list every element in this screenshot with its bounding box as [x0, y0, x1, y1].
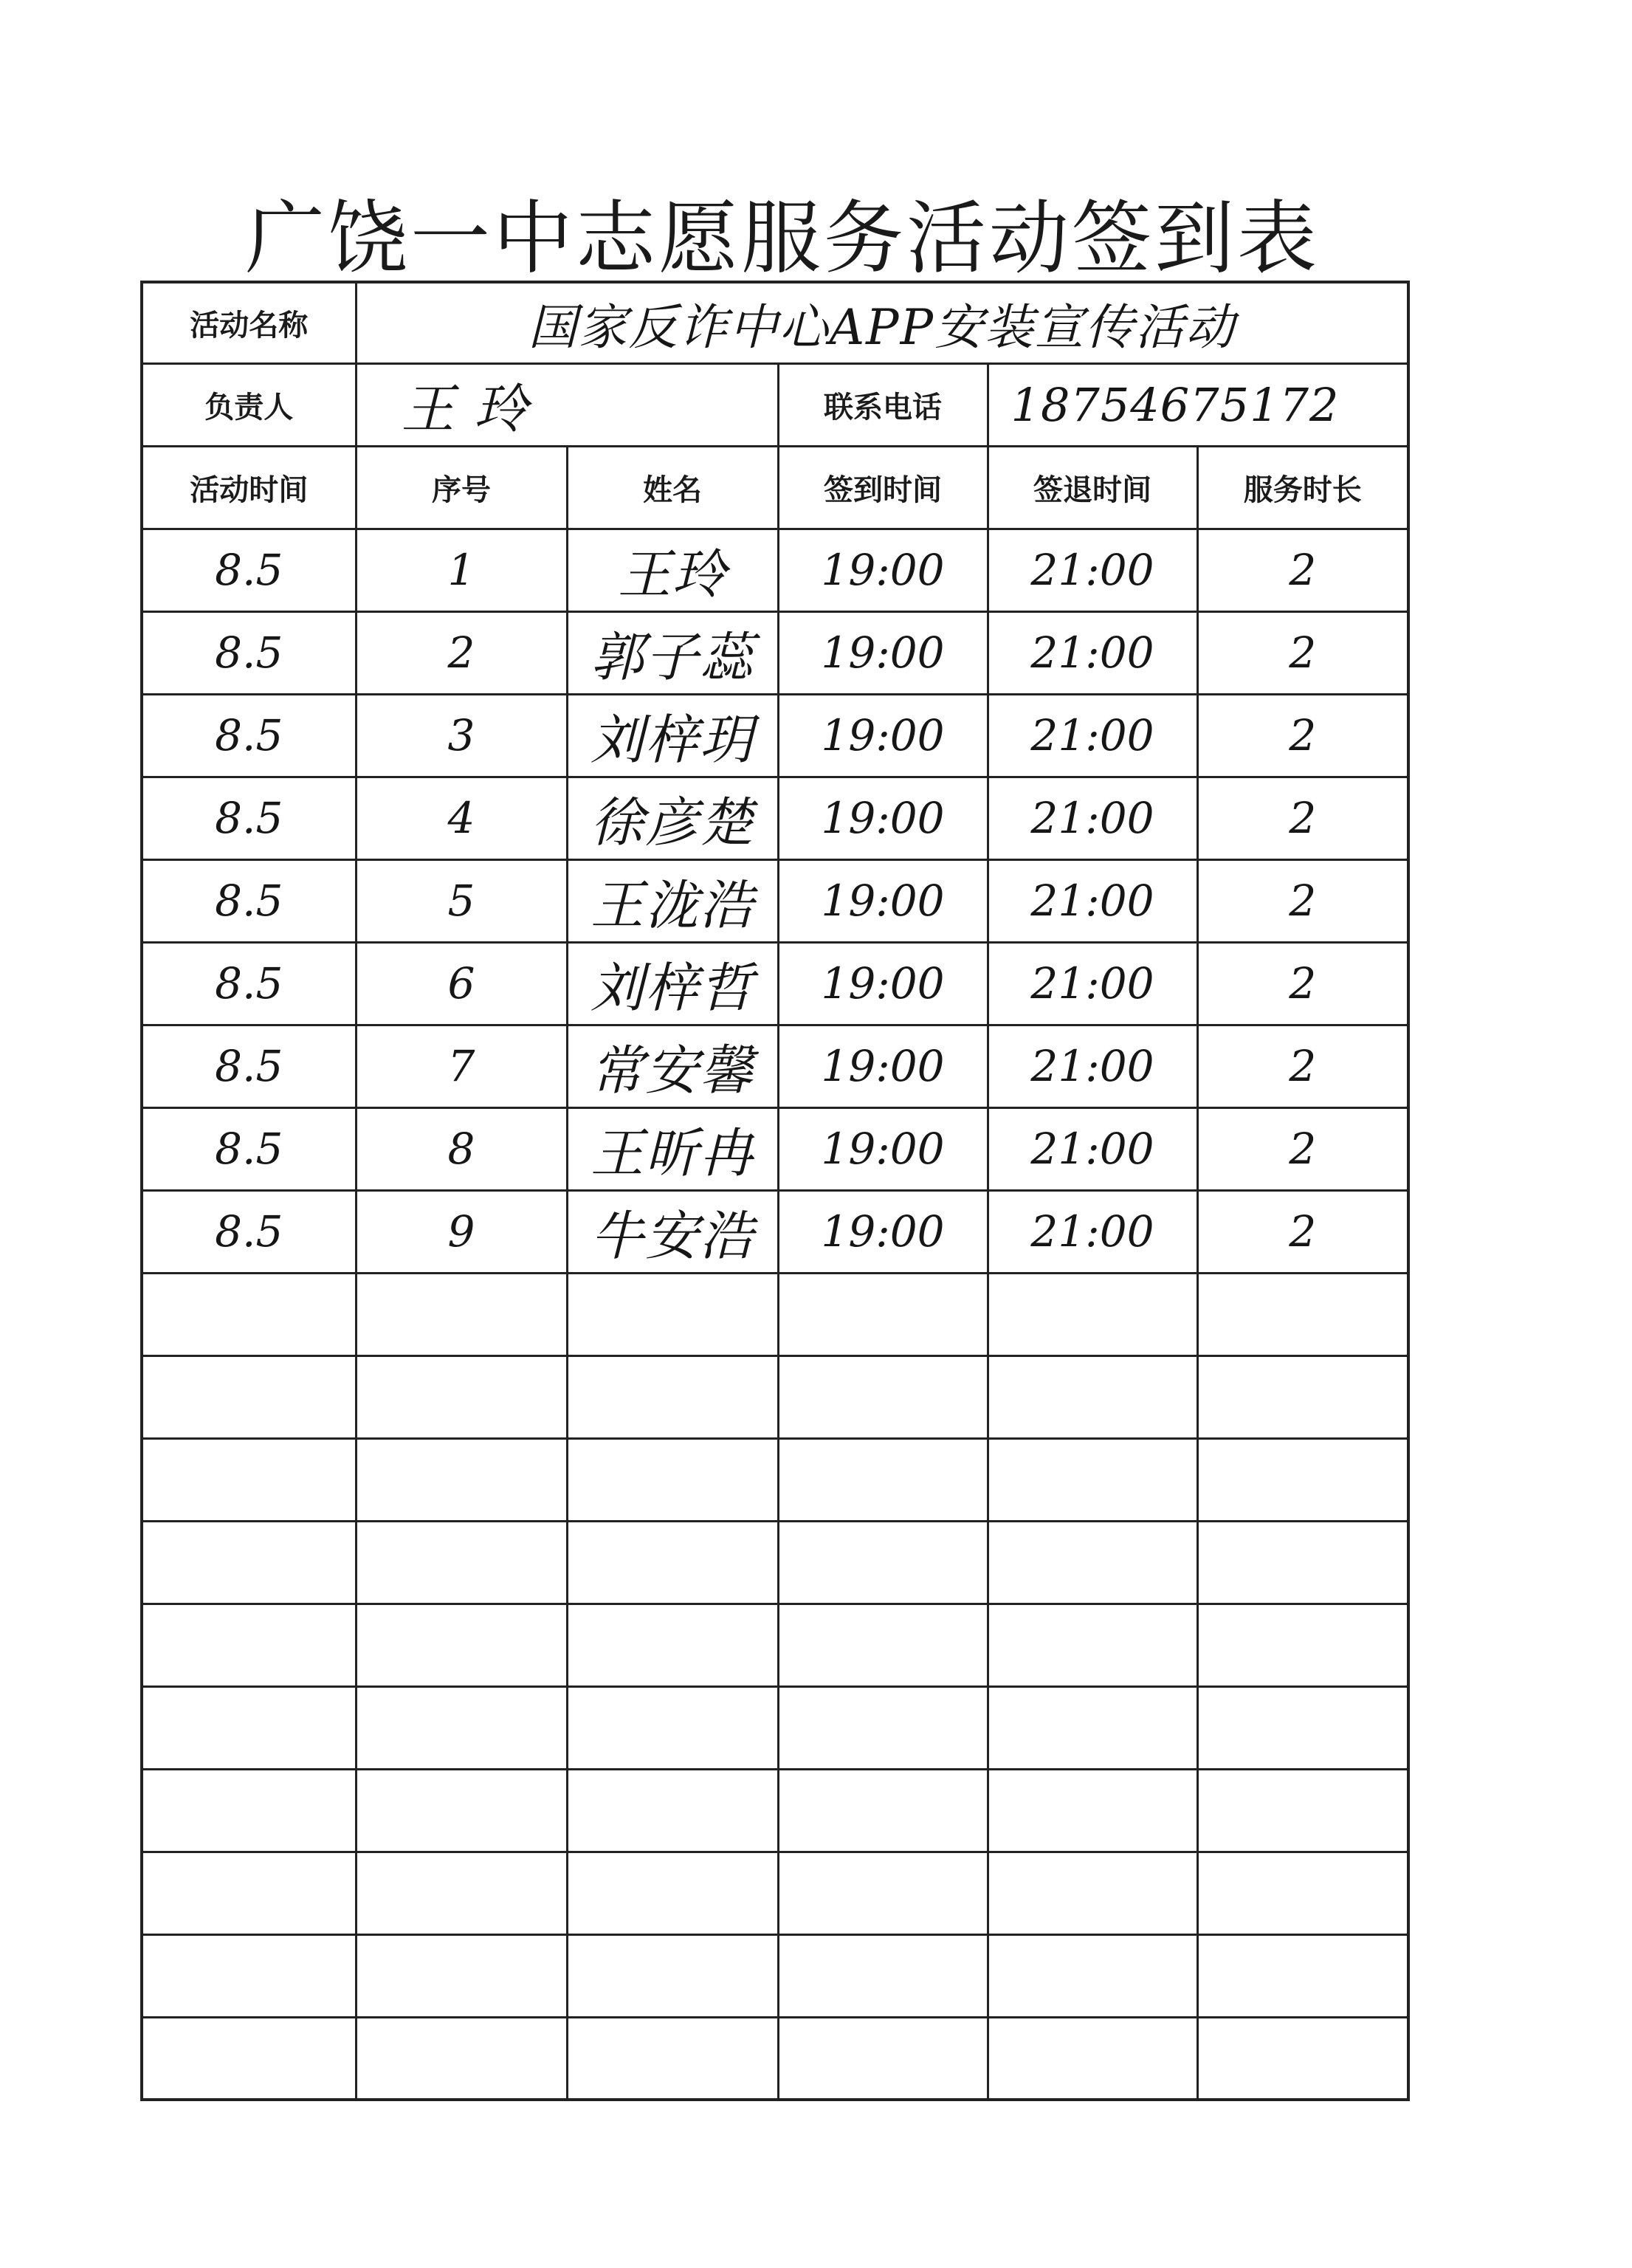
duration-cell[interactable] — [1197, 1852, 1408, 1934]
sign-in-cell[interactable] — [778, 1521, 988, 1604]
header-seq: 序号 — [356, 446, 567, 529]
table-row — [142, 1769, 1408, 1852]
header-name: 姓名 — [567, 446, 778, 529]
date-cell[interactable] — [142, 1273, 356, 1355]
sign-in-cell[interactable]: 19:00 — [778, 694, 988, 777]
sign-in-cell[interactable]: 19:00 — [778, 1025, 988, 1107]
sign-in-cell[interactable] — [778, 1769, 988, 1852]
seq-cell[interactable]: 4 — [356, 777, 567, 859]
seq-cell[interactable] — [356, 1686, 567, 1769]
sign-in-cell[interactable] — [778, 2017, 988, 2100]
date-cell[interactable]: 8.5 — [142, 777, 356, 859]
table-row — [142, 611, 1408, 694]
leader-row — [142, 363, 1408, 446]
sign-in-cell[interactable] — [778, 1852, 988, 1934]
name-cell[interactable] — [567, 1852, 778, 1934]
name-cell[interactable] — [567, 1934, 778, 2017]
duration-cell[interactable] — [1197, 1438, 1408, 1521]
duration-cell[interactable] — [1197, 2017, 1408, 2100]
seq-cell[interactable]: 6 — [356, 942, 567, 1025]
date-cell[interactable] — [142, 2017, 356, 2100]
sign-out-cell[interactable] — [988, 1438, 1197, 1521]
duration-cell[interactable]: 2 — [1197, 694, 1408, 777]
table-row — [142, 1934, 1408, 2017]
sign-out-cell[interactable] — [988, 1355, 1197, 1438]
contact-phone-label: 联系电话 — [778, 363, 988, 446]
sign-in-cell[interactable]: 19:00 — [778, 1190, 988, 1273]
sign-in-cell[interactable] — [778, 1273, 988, 1355]
duration-cell[interactable] — [1197, 1355, 1408, 1438]
seq-cell[interactable] — [356, 2017, 567, 2100]
seq-cell[interactable] — [356, 1438, 567, 1521]
date-cell[interactable]: 8.5 — [142, 529, 356, 611]
name-cell[interactable]: 刘梓哲 — [567, 942, 778, 1025]
sign-in-cell[interactable]: 19:00 — [778, 777, 988, 859]
sign-out-cell[interactable] — [988, 1521, 1197, 1604]
seq-cell[interactable] — [356, 1852, 567, 1934]
table-row — [142, 1025, 1408, 1107]
table-row — [142, 859, 1408, 942]
leader-label: 负责人 — [142, 363, 356, 446]
name-cell[interactable] — [567, 1521, 778, 1604]
name-cell[interactable]: 刘梓玥 — [567, 694, 778, 777]
sign-out-cell[interactable] — [988, 1273, 1197, 1355]
duration-cell[interactable]: 2 — [1197, 1107, 1408, 1190]
duration-cell[interactable]: 2 — [1197, 1025, 1408, 1107]
duration-cell[interactable]: 2 — [1197, 942, 1408, 1025]
name-cell[interactable]: 牛安浩 — [567, 1190, 778, 1273]
sign-in-cell[interactable] — [778, 1355, 988, 1438]
leader-value[interactable]: 王 玲 — [356, 363, 778, 446]
table-row — [142, 1604, 1408, 1686]
sign-out-cell[interactable] — [988, 2017, 1197, 2100]
date-cell[interactable]: 8.5 — [142, 942, 356, 1025]
name-cell[interactable] — [567, 1355, 778, 1438]
date-cell[interactable] — [142, 1438, 356, 1521]
name-cell[interactable] — [567, 1686, 778, 1769]
seq-cell[interactable] — [356, 1273, 567, 1355]
sign-out-cell[interactable]: 21:00 — [988, 694, 1197, 777]
date-cell[interactable]: 8.5 — [142, 1107, 356, 1190]
table-row — [142, 1190, 1408, 1273]
sign-out-cell[interactable]: 21:00 — [988, 777, 1197, 859]
duration-cell[interactable] — [1197, 1273, 1408, 1355]
name-cell[interactable]: 王玲 — [567, 529, 778, 611]
table-row — [142, 1107, 1408, 1190]
name-cell[interactable] — [567, 1438, 778, 1521]
name-cell[interactable]: 王昕冉 — [567, 1107, 778, 1190]
date-cell[interactable] — [142, 1934, 356, 2017]
duration-cell[interactable]: 2 — [1197, 611, 1408, 694]
table-row — [142, 1521, 1408, 1604]
name-cell[interactable]: 郭子蕊 — [567, 611, 778, 694]
seq-cell[interactable]: 9 — [356, 1190, 567, 1273]
sign-out-cell[interactable]: 21:00 — [988, 1025, 1197, 1107]
name-cell[interactable] — [567, 1604, 778, 1686]
seq-cell[interactable]: 2 — [356, 611, 567, 694]
sign-out-cell[interactable] — [988, 1604, 1197, 1686]
table-row — [142, 2017, 1408, 2100]
header-row — [142, 446, 1408, 529]
table-row — [142, 1852, 1408, 1934]
date-cell[interactable] — [142, 1604, 356, 1686]
sign-out-cell[interactable] — [988, 1934, 1197, 2017]
table-row — [142, 694, 1408, 777]
duration-cell[interactable]: 2 — [1197, 529, 1408, 611]
date-cell[interactable] — [142, 1355, 356, 1438]
page-title: 广饶一中志愿服务活动签到表 — [244, 193, 1320, 285]
activity-name-label: 活动名称 — [142, 282, 356, 363]
table-row — [142, 942, 1408, 1025]
sign-out-cell[interactable]: 21:00 — [988, 611, 1197, 694]
seq-cell[interactable]: 7 — [356, 1025, 567, 1107]
duration-cell[interactable] — [1197, 1686, 1408, 1769]
duration-cell[interactable] — [1197, 1604, 1408, 1686]
table-row — [142, 777, 1408, 859]
sign-in-cell[interactable]: 19:00 — [778, 1107, 988, 1190]
activity-name-row — [142, 282, 1408, 363]
sign-out-cell[interactable]: 21:00 — [988, 529, 1197, 611]
seq-cell[interactable]: 1 — [356, 529, 567, 611]
sign-in-table — [140, 281, 1410, 2101]
table-row — [142, 529, 1408, 611]
name-cell[interactable]: 常安馨 — [567, 1025, 778, 1107]
sign-in-cell[interactable]: 19:00 — [778, 859, 988, 942]
duration-cell[interactable]: 2 — [1197, 1190, 1408, 1273]
activity-name-value[interactable]: 国家反诈中心APP安装宣传活动 — [356, 282, 1408, 363]
sign-out-cell[interactable]: 21:00 — [988, 942, 1197, 1025]
sign-in-cell[interactable] — [778, 1686, 988, 1769]
sign-out-cell[interactable] — [988, 1769, 1197, 1852]
date-cell[interactable] — [142, 1852, 356, 1934]
date-cell[interactable]: 8.5 — [142, 1025, 356, 1107]
date-cell[interactable]: 8.5 — [142, 1190, 356, 1273]
header-sign-in: 签到时间 — [778, 446, 988, 529]
table-row — [142, 1438, 1408, 1521]
seq-cell[interactable]: 5 — [356, 859, 567, 942]
name-cell[interactable]: 徐彦楚 — [567, 777, 778, 859]
name-cell[interactable] — [567, 1273, 778, 1355]
contact-phone-value[interactable]: 18754675172 — [988, 363, 1408, 446]
sign-in-cell[interactable]: 19:00 — [778, 611, 988, 694]
date-cell[interactable]: 8.5 — [142, 859, 356, 942]
date-cell[interactable]: 8.5 — [142, 611, 356, 694]
header-sign-out: 签退时间 — [988, 446, 1197, 529]
name-cell[interactable] — [567, 1769, 778, 1852]
seq-cell[interactable] — [356, 1604, 567, 1686]
duration-cell[interactable] — [1197, 1934, 1408, 2017]
table-row — [142, 1355, 1408, 1438]
sign-out-cell[interactable]: 21:00 — [988, 859, 1197, 942]
seq-cell[interactable] — [356, 1769, 567, 1852]
header-duration: 服务时长 — [1197, 446, 1408, 529]
date-cell[interactable] — [142, 1686, 356, 1769]
name-cell[interactable] — [567, 2017, 778, 2100]
sign-in-cell[interactable] — [778, 1438, 988, 1521]
seq-cell[interactable] — [356, 1355, 567, 1438]
duration-cell[interactable] — [1197, 1769, 1408, 1852]
duration-cell[interactable]: 2 — [1197, 859, 1408, 942]
seq-cell[interactable] — [356, 1934, 567, 2017]
seq-cell[interactable]: 3 — [356, 694, 567, 777]
seq-cell[interactable] — [356, 1521, 567, 1604]
seq-cell[interactable]: 8 — [356, 1107, 567, 1190]
sign-out-cell[interactable]: 21:00 — [988, 1107, 1197, 1190]
date-cell[interactable] — [142, 1521, 356, 1604]
duration-cell[interactable]: 2 — [1197, 777, 1408, 859]
sign-in-cell[interactable] — [778, 1934, 988, 2017]
sign-out-cell[interactable] — [988, 1686, 1197, 1769]
sign-in-cell[interactable]: 19:00 — [778, 529, 988, 611]
sign-out-cell[interactable] — [988, 1852, 1197, 1934]
sign-out-cell[interactable]: 21:00 — [988, 1190, 1197, 1273]
date-cell[interactable]: 8.5 — [142, 694, 356, 777]
sign-in-cell[interactable]: 19:00 — [778, 942, 988, 1025]
date-cell[interactable] — [142, 1769, 356, 1852]
table-row — [142, 1686, 1408, 1769]
duration-cell[interactable] — [1197, 1521, 1408, 1604]
sign-in-cell[interactable] — [778, 1604, 988, 1686]
name-cell[interactable]: 王泷浩 — [567, 859, 778, 942]
table-row — [142, 1273, 1408, 1355]
header-activity-time: 活动时间 — [142, 446, 356, 529]
